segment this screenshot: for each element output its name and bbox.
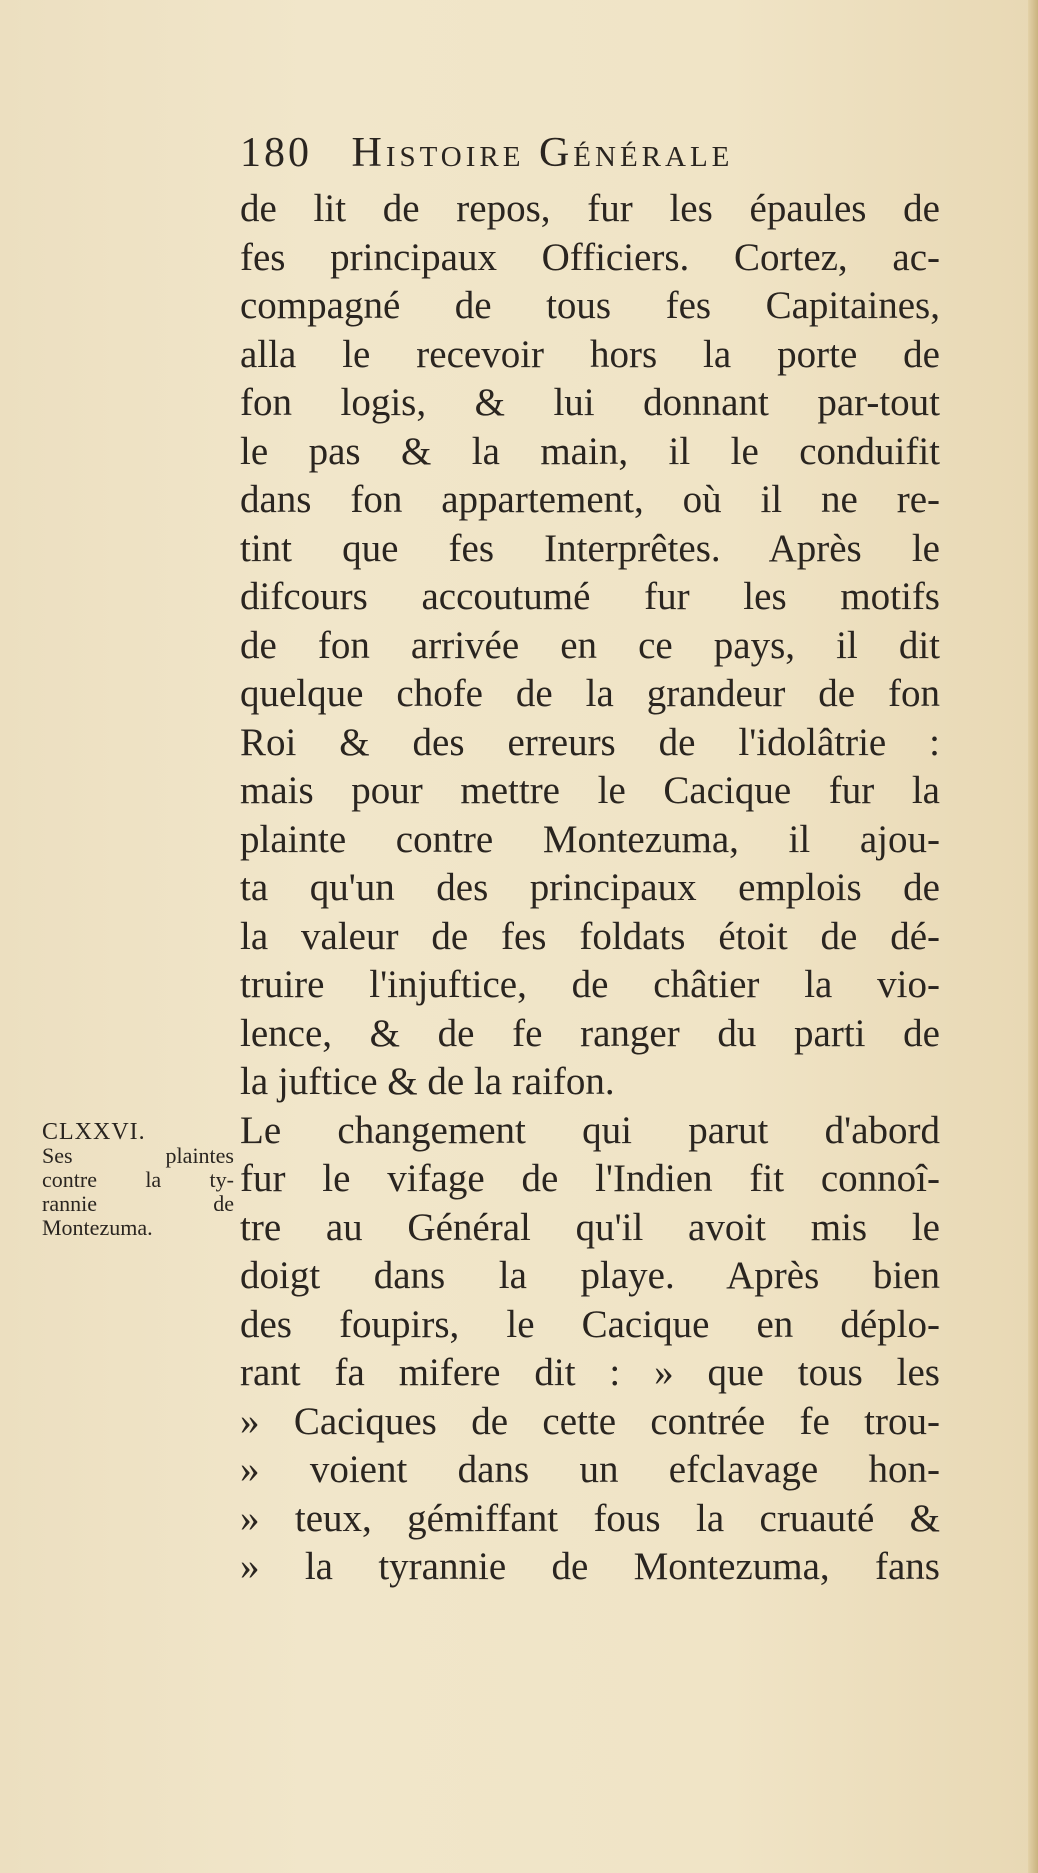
margin-note-line: Montezuma.: [42, 1216, 153, 1240]
text-line: la valeur de fes foldats étoit de dé-: [240, 914, 940, 958]
text-line: doigt dans la playe. Après bien: [240, 1254, 940, 1297]
page-edge: [1028, 0, 1038, 1873]
text-line: dans fon appartement, où il ne re-: [240, 478, 940, 521]
running-header: [240, 118, 900, 188]
text-line: des foupirs, le Cacique en déplo-: [240, 1302, 940, 1346]
text-line: Le changement qui parut d'abord: [240, 1108, 940, 1152]
text-line: de fon arrivée en ce pays, il dit: [240, 623, 940, 667]
text-line: fon logis, & lui donnant par-tout: [240, 381, 940, 424]
running-title: Histoire Générale: [351, 130, 734, 176]
margin-note-line: rannie de: [42, 1192, 234, 1216]
text-line: fes principaux Officiers. Cortez, ac-: [240, 235, 940, 279]
text-line: Roi & des erreurs de l'idolâtrie :: [240, 720, 940, 764]
text-line: » teux, gémiffant fous la cruauté &: [240, 1496, 940, 1540]
text-line: plainte contre Montezuma, il ajou-: [240, 817, 940, 861]
text-line: lence, & de fe ranger du parti de: [240, 1011, 940, 1055]
text-line: tint que fes Interprêtes. Après le: [240, 526, 940, 570]
text-line: truire l'injuftice, de châtier la vio-: [240, 963, 940, 1006]
text-line: ta qu'un des principaux emplois de: [240, 866, 940, 909]
body-text: [240, 185, 940, 1592]
text-line: le pas & la main, il le conduifit: [240, 429, 940, 473]
text-line: alla le recevoir hors la porte de: [240, 332, 940, 376]
text-line: fur le vifage de l'Indien fit connoî-: [240, 1157, 940, 1200]
text-line: compagné de tous fes Capitaines,: [240, 284, 940, 327]
text-line: mais pour mettre le Cacique fur la: [240, 769, 940, 812]
text-line: de lit de repos, fur les épaules de: [240, 187, 940, 230]
text-line: tre au Général qu'il avoit mis le: [240, 1205, 940, 1249]
text-line: » la tyrannie de Montezuma, fans: [240, 1545, 940, 1588]
margin-note-line: Ses plaintes: [42, 1144, 234, 1168]
text-line: » Caciques de cette contrée fe trou-: [240, 1399, 940, 1443]
text-line: difcours accoutumé fur les motifs: [240, 575, 940, 618]
page-number: 180: [240, 130, 312, 176]
margin-note-line: CLXXVI.: [42, 1120, 146, 1144]
text-line: la juftice & de la raifon.: [240, 1060, 615, 1103]
text-line: quelque chofe de la grandeur de fon: [240, 672, 940, 715]
margin-note: [42, 1120, 234, 1240]
text-line: » voient dans un efclavage hon-: [240, 1448, 940, 1491]
text-line: rant fa mifere dit : » que tous les: [240, 1351, 940, 1394]
margin-note-line: contre la ty-: [42, 1168, 234, 1192]
